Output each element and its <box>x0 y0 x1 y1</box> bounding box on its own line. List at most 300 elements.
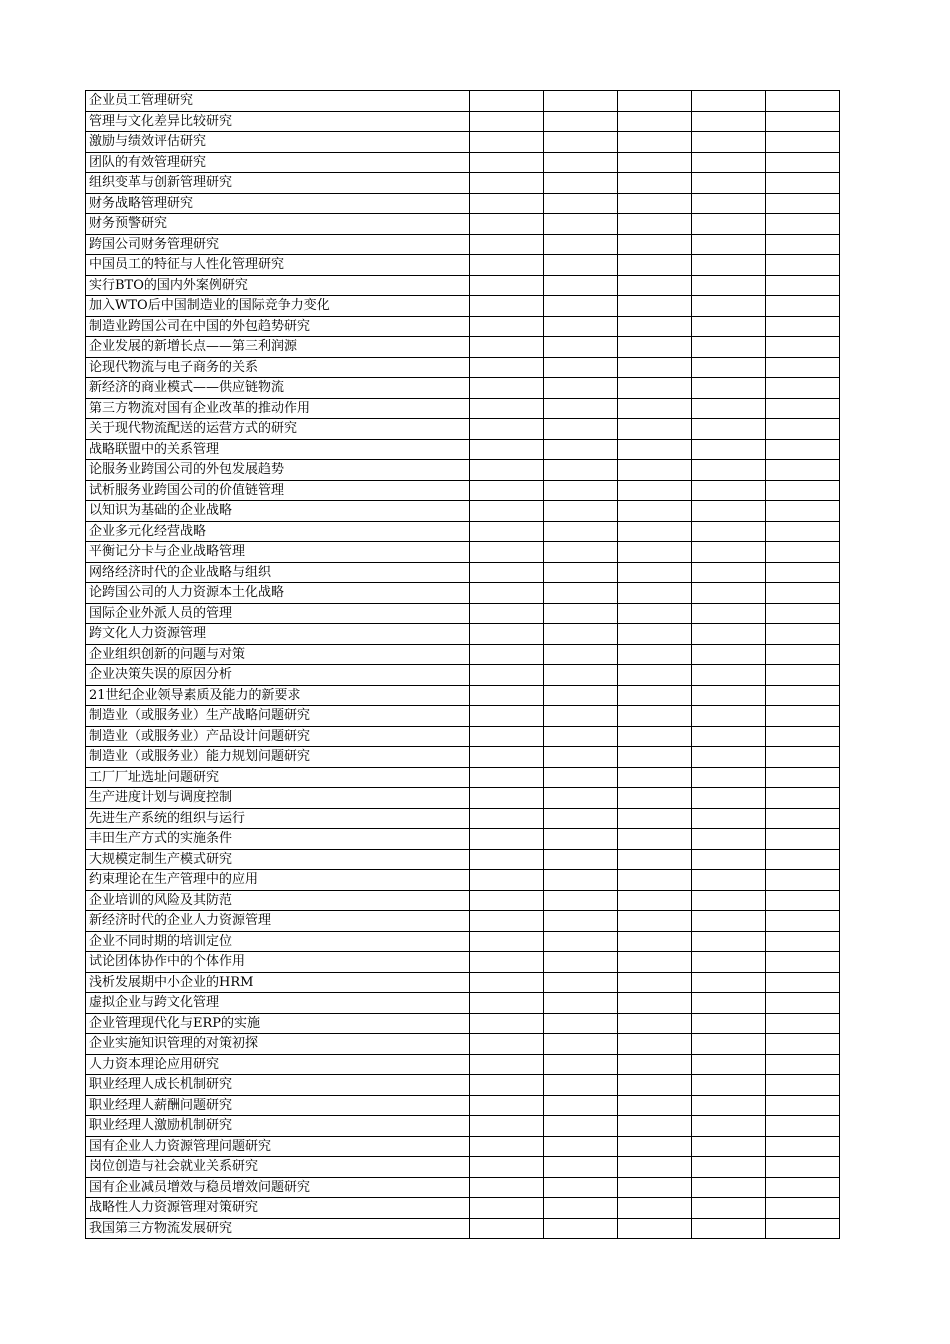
empty-cell <box>692 132 766 153</box>
table-row <box>86 296 840 317</box>
empty-cell <box>766 849 840 870</box>
empty-cell <box>692 91 766 112</box>
topic-title-cell: 工厂厂址选址问题研究 <box>86 767 470 788</box>
table-row <box>86 521 840 542</box>
table-row <box>86 357 840 378</box>
empty-cell <box>766 398 840 419</box>
table-row <box>86 562 840 583</box>
empty-cell <box>544 624 618 645</box>
topic-title-cell: 浅析发展期中小企业的HRM <box>86 972 470 993</box>
empty-cell <box>692 1054 766 1075</box>
empty-cell <box>618 214 692 235</box>
empty-cell <box>544 1075 618 1096</box>
topic-title-cell: 企业决策失误的原因分析 <box>86 665 470 686</box>
empty-cell <box>692 726 766 747</box>
empty-cell <box>544 132 618 153</box>
empty-cell <box>470 1116 544 1137</box>
empty-cell <box>544 275 618 296</box>
empty-cell <box>470 398 544 419</box>
empty-cell <box>766 173 840 194</box>
empty-cell <box>544 255 618 276</box>
empty-cell <box>766 890 840 911</box>
empty-cell <box>544 829 618 850</box>
empty-cell <box>544 214 618 235</box>
empty-cell <box>766 562 840 583</box>
empty-cell <box>766 357 840 378</box>
empty-cell <box>692 1198 766 1219</box>
empty-cell <box>766 583 840 604</box>
empty-cell <box>544 583 618 604</box>
topic-title-cell: 企业培训的风险及其防范 <box>86 890 470 911</box>
empty-cell <box>470 234 544 255</box>
empty-cell <box>544 480 618 501</box>
topic-title-cell: 激励与绩效评估研究 <box>86 132 470 153</box>
empty-cell <box>766 706 840 727</box>
empty-cell <box>544 931 618 952</box>
empty-cell <box>618 706 692 727</box>
empty-cell <box>766 747 840 768</box>
empty-cell <box>618 952 692 973</box>
empty-cell <box>470 357 544 378</box>
table-row <box>86 439 840 460</box>
empty-cell <box>544 501 618 522</box>
empty-cell <box>692 1075 766 1096</box>
empty-cell <box>692 378 766 399</box>
topic-title-cell: 论服务业跨国公司的外包发展趋势 <box>86 460 470 481</box>
empty-cell <box>544 337 618 358</box>
table-row <box>86 1177 840 1198</box>
empty-cell <box>470 1218 544 1239</box>
topic-title-cell: 制造业（或服务业）产品设计问题研究 <box>86 726 470 747</box>
empty-cell <box>766 1013 840 1034</box>
empty-cell <box>470 624 544 645</box>
topic-title-cell: 职业经理人激励机制研究 <box>86 1116 470 1137</box>
empty-cell <box>544 644 618 665</box>
topic-title-cell: 财务预警研究 <box>86 214 470 235</box>
table-row <box>86 1116 840 1137</box>
empty-cell <box>766 726 840 747</box>
empty-cell <box>470 419 544 440</box>
empty-cell <box>544 234 618 255</box>
empty-cell <box>766 132 840 153</box>
empty-cell <box>544 1157 618 1178</box>
empty-cell <box>618 234 692 255</box>
empty-cell <box>544 111 618 132</box>
table-row <box>86 685 840 706</box>
empty-cell <box>766 501 840 522</box>
topic-title-cell: 新经济的商业模式——供应链物流 <box>86 378 470 399</box>
table-row <box>86 419 840 440</box>
empty-cell <box>470 829 544 850</box>
empty-cell <box>692 1157 766 1178</box>
table-row <box>86 1095 840 1116</box>
empty-cell <box>692 316 766 337</box>
table-row <box>86 91 840 112</box>
empty-cell <box>618 562 692 583</box>
table-row <box>86 665 840 686</box>
topic-title-cell: 先进生产系统的组织与运行 <box>86 808 470 829</box>
empty-cell <box>544 911 618 932</box>
empty-cell <box>470 460 544 481</box>
empty-cell <box>692 808 766 829</box>
table-row <box>86 398 840 419</box>
topic-title-cell: 职业经理人薪酬问题研究 <box>86 1095 470 1116</box>
empty-cell <box>692 460 766 481</box>
table-row <box>86 952 840 973</box>
empty-cell <box>766 480 840 501</box>
empty-cell <box>470 193 544 214</box>
empty-cell <box>692 788 766 809</box>
empty-cell <box>692 911 766 932</box>
empty-cell <box>544 460 618 481</box>
table-row <box>86 501 840 522</box>
empty-cell <box>766 275 840 296</box>
empty-cell <box>470 931 544 952</box>
empty-cell <box>544 398 618 419</box>
topic-title-cell: 战略联盟中的关系管理 <box>86 439 470 460</box>
empty-cell <box>692 993 766 1014</box>
topic-title-cell: 论现代物流与电子商务的关系 <box>86 357 470 378</box>
table-row <box>86 255 840 276</box>
topic-title-cell: 以知识为基础的企业战略 <box>86 501 470 522</box>
topic-title-cell: 制造业（或服务业）能力规划问题研究 <box>86 747 470 768</box>
empty-cell <box>618 1177 692 1198</box>
empty-cell <box>766 378 840 399</box>
empty-cell <box>618 275 692 296</box>
empty-cell <box>766 542 840 563</box>
empty-cell <box>618 1218 692 1239</box>
empty-cell <box>544 849 618 870</box>
empty-cell <box>766 193 840 214</box>
empty-cell <box>692 234 766 255</box>
empty-cell <box>544 1136 618 1157</box>
empty-cell <box>618 890 692 911</box>
empty-cell <box>692 624 766 645</box>
empty-cell <box>766 91 840 112</box>
empty-cell <box>544 1177 618 1198</box>
empty-cell <box>618 316 692 337</box>
table-row <box>86 993 840 1014</box>
empty-cell <box>618 972 692 993</box>
empty-cell <box>470 296 544 317</box>
topic-title-cell: 跨国公司财务管理研究 <box>86 234 470 255</box>
empty-cell <box>618 1198 692 1219</box>
empty-cell <box>618 911 692 932</box>
empty-cell <box>544 1095 618 1116</box>
empty-cell <box>766 603 840 624</box>
empty-cell <box>470 501 544 522</box>
empty-cell <box>618 1116 692 1137</box>
empty-cell <box>766 1198 840 1219</box>
empty-cell <box>618 1095 692 1116</box>
empty-cell <box>618 357 692 378</box>
empty-cell <box>544 706 618 727</box>
empty-cell <box>470 152 544 173</box>
empty-cell <box>766 808 840 829</box>
empty-cell <box>618 993 692 1014</box>
table-row <box>86 152 840 173</box>
empty-cell <box>618 460 692 481</box>
empty-cell <box>692 521 766 542</box>
empty-cell <box>544 378 618 399</box>
empty-cell <box>766 1136 840 1157</box>
table-row <box>86 378 840 399</box>
empty-cell <box>618 255 692 276</box>
table-row <box>86 788 840 809</box>
topic-title-cell: 跨文化人力资源管理 <box>86 624 470 645</box>
empty-cell <box>618 378 692 399</box>
topic-title-cell: 企业员工管理研究 <box>86 91 470 112</box>
empty-cell <box>470 952 544 973</box>
empty-cell <box>470 665 544 686</box>
empty-cell <box>692 870 766 891</box>
table-row <box>86 747 840 768</box>
empty-cell <box>692 337 766 358</box>
topic-title-cell: 论跨国公司的人力资源本土化战略 <box>86 583 470 604</box>
empty-cell <box>470 993 544 1014</box>
empty-cell <box>618 665 692 686</box>
empty-cell <box>618 173 692 194</box>
table-row <box>86 644 840 665</box>
empty-cell <box>766 993 840 1014</box>
topic-title-cell: 中国员工的特征与人性化管理研究 <box>86 255 470 276</box>
empty-cell <box>470 767 544 788</box>
empty-cell <box>618 1075 692 1096</box>
empty-cell <box>692 767 766 788</box>
empty-cell <box>692 357 766 378</box>
topic-title-cell: 组织变革与创新管理研究 <box>86 173 470 194</box>
topic-title-cell: 试论团体协作中的个体作用 <box>86 952 470 973</box>
empty-cell <box>544 788 618 809</box>
empty-cell <box>618 1013 692 1034</box>
empty-cell <box>470 870 544 891</box>
empty-cell <box>470 1075 544 1096</box>
topic-title-cell: 制造业跨国公司在中国的外包趋势研究 <box>86 316 470 337</box>
empty-cell <box>692 439 766 460</box>
empty-cell <box>470 378 544 399</box>
empty-cell <box>470 583 544 604</box>
empty-cell <box>470 1054 544 1075</box>
table-row <box>86 1136 840 1157</box>
topic-title-cell: 网络经济时代的企业战略与组织 <box>86 562 470 583</box>
empty-cell <box>470 1198 544 1219</box>
empty-cell <box>692 931 766 952</box>
topic-title-cell: 加入WTO后中国制造业的国际竞争力变化 <box>86 296 470 317</box>
empty-cell <box>618 747 692 768</box>
empty-cell <box>470 1136 544 1157</box>
empty-cell <box>544 808 618 829</box>
empty-cell <box>618 152 692 173</box>
empty-cell <box>544 193 618 214</box>
empty-cell <box>692 1116 766 1137</box>
empty-cell <box>766 829 840 850</box>
empty-cell <box>692 972 766 993</box>
empty-cell <box>766 1218 840 1239</box>
empty-cell <box>618 624 692 645</box>
topic-title-cell: 我国第三方物流发展研究 <box>86 1218 470 1239</box>
empty-cell <box>544 747 618 768</box>
empty-cell <box>470 132 544 153</box>
empty-cell <box>766 1157 840 1178</box>
empty-cell <box>692 706 766 727</box>
empty-cell <box>692 255 766 276</box>
table-row <box>86 767 840 788</box>
table-row <box>86 726 840 747</box>
empty-cell <box>618 296 692 317</box>
table-row <box>86 1075 840 1096</box>
empty-cell <box>544 316 618 337</box>
empty-cell <box>766 152 840 173</box>
empty-cell <box>766 419 840 440</box>
table-row <box>86 316 840 337</box>
empty-cell <box>470 91 544 112</box>
empty-cell <box>692 542 766 563</box>
table-row <box>86 890 840 911</box>
table-row <box>86 1054 840 1075</box>
table-row <box>86 1218 840 1239</box>
empty-cell <box>766 1075 840 1096</box>
empty-cell <box>544 173 618 194</box>
empty-cell <box>544 993 618 1014</box>
empty-cell <box>766 1177 840 1198</box>
table-row <box>86 972 840 993</box>
topic-title-cell: 战略性人力资源管理对策研究 <box>86 1198 470 1219</box>
empty-cell <box>544 152 618 173</box>
empty-cell <box>766 767 840 788</box>
empty-cell <box>470 1013 544 1034</box>
topic-title-cell: 新经济时代的企业人力资源管理 <box>86 911 470 932</box>
empty-cell <box>470 439 544 460</box>
empty-cell <box>692 275 766 296</box>
empty-cell <box>618 603 692 624</box>
empty-cell <box>618 111 692 132</box>
empty-cell <box>544 562 618 583</box>
empty-cell <box>766 1095 840 1116</box>
table-row <box>86 111 840 132</box>
empty-cell <box>544 726 618 747</box>
empty-cell <box>470 747 544 768</box>
empty-cell <box>544 542 618 563</box>
empty-cell <box>692 1013 766 1034</box>
empty-cell <box>766 460 840 481</box>
table-row <box>86 480 840 501</box>
topic-title-cell: 虚拟企业与跨文化管理 <box>86 993 470 1014</box>
empty-cell <box>766 521 840 542</box>
empty-cell <box>766 952 840 973</box>
empty-cell <box>470 890 544 911</box>
empty-cell <box>766 111 840 132</box>
empty-cell <box>692 890 766 911</box>
empty-cell <box>766 337 840 358</box>
topic-title-cell: 岗位创造与社会就业关系研究 <box>86 1157 470 1178</box>
empty-cell <box>692 685 766 706</box>
empty-cell <box>766 870 840 891</box>
topic-title-cell: 企业多元化经营战略 <box>86 521 470 542</box>
table-row <box>86 829 840 850</box>
empty-cell <box>618 870 692 891</box>
empty-cell <box>544 890 618 911</box>
empty-cell <box>692 214 766 235</box>
table-row <box>86 1034 840 1055</box>
empty-cell <box>470 255 544 276</box>
empty-cell <box>544 685 618 706</box>
empty-cell <box>470 644 544 665</box>
topic-title-cell: 企业实施知识管理的对策初探 <box>86 1034 470 1055</box>
empty-cell <box>544 1054 618 1075</box>
table-row <box>86 808 840 829</box>
empty-cell <box>692 1218 766 1239</box>
table-row <box>86 460 840 481</box>
empty-cell <box>544 439 618 460</box>
empty-cell <box>692 398 766 419</box>
empty-cell <box>618 419 692 440</box>
empty-cell <box>544 1013 618 1034</box>
table-row <box>86 931 840 952</box>
empty-cell <box>470 1157 544 1178</box>
empty-cell <box>692 501 766 522</box>
empty-cell <box>470 808 544 829</box>
empty-cell <box>692 419 766 440</box>
empty-cell <box>618 542 692 563</box>
table-row <box>86 911 840 932</box>
empty-cell <box>618 726 692 747</box>
topic-title-cell: 约束理论在生产管理中的应用 <box>86 870 470 891</box>
empty-cell <box>766 931 840 952</box>
topic-title-cell: 企业发展的新增长点——第三利润源 <box>86 337 470 358</box>
empty-cell <box>618 931 692 952</box>
empty-cell <box>692 173 766 194</box>
empty-cell <box>618 808 692 829</box>
empty-cell <box>618 767 692 788</box>
empty-cell <box>692 296 766 317</box>
empty-cell <box>692 583 766 604</box>
empty-cell <box>692 644 766 665</box>
empty-cell <box>618 1136 692 1157</box>
table-row <box>86 234 840 255</box>
empty-cell <box>544 1116 618 1137</box>
empty-cell <box>692 1095 766 1116</box>
table-row <box>86 214 840 235</box>
table-row <box>86 337 840 358</box>
empty-cell <box>618 91 692 112</box>
topic-title-cell: 大规模定制生产模式研究 <box>86 849 470 870</box>
empty-cell <box>692 1034 766 1055</box>
table-row <box>86 603 840 624</box>
empty-cell <box>470 706 544 727</box>
empty-cell <box>618 849 692 870</box>
topic-title-cell: 平衡记分卡与企业战略管理 <box>86 542 470 563</box>
topic-title-cell: 职业经理人成长机制研究 <box>86 1075 470 1096</box>
topic-title-cell: 生产进度计划与调度控制 <box>86 788 470 809</box>
empty-cell <box>470 1177 544 1198</box>
topic-title-cell: 21世纪企业领导素质及能力的新要求 <box>86 685 470 706</box>
empty-cell <box>692 952 766 973</box>
table-row <box>86 542 840 563</box>
empty-cell <box>470 726 544 747</box>
empty-cell <box>470 972 544 993</box>
empty-cell <box>470 275 544 296</box>
empty-cell <box>692 1177 766 1198</box>
empty-cell <box>618 1054 692 1075</box>
empty-cell <box>544 1034 618 1055</box>
empty-cell <box>692 111 766 132</box>
table-row <box>86 870 840 891</box>
empty-cell <box>692 193 766 214</box>
empty-cell <box>692 480 766 501</box>
table-row <box>86 193 840 214</box>
empty-cell <box>544 91 618 112</box>
table-row <box>86 849 840 870</box>
